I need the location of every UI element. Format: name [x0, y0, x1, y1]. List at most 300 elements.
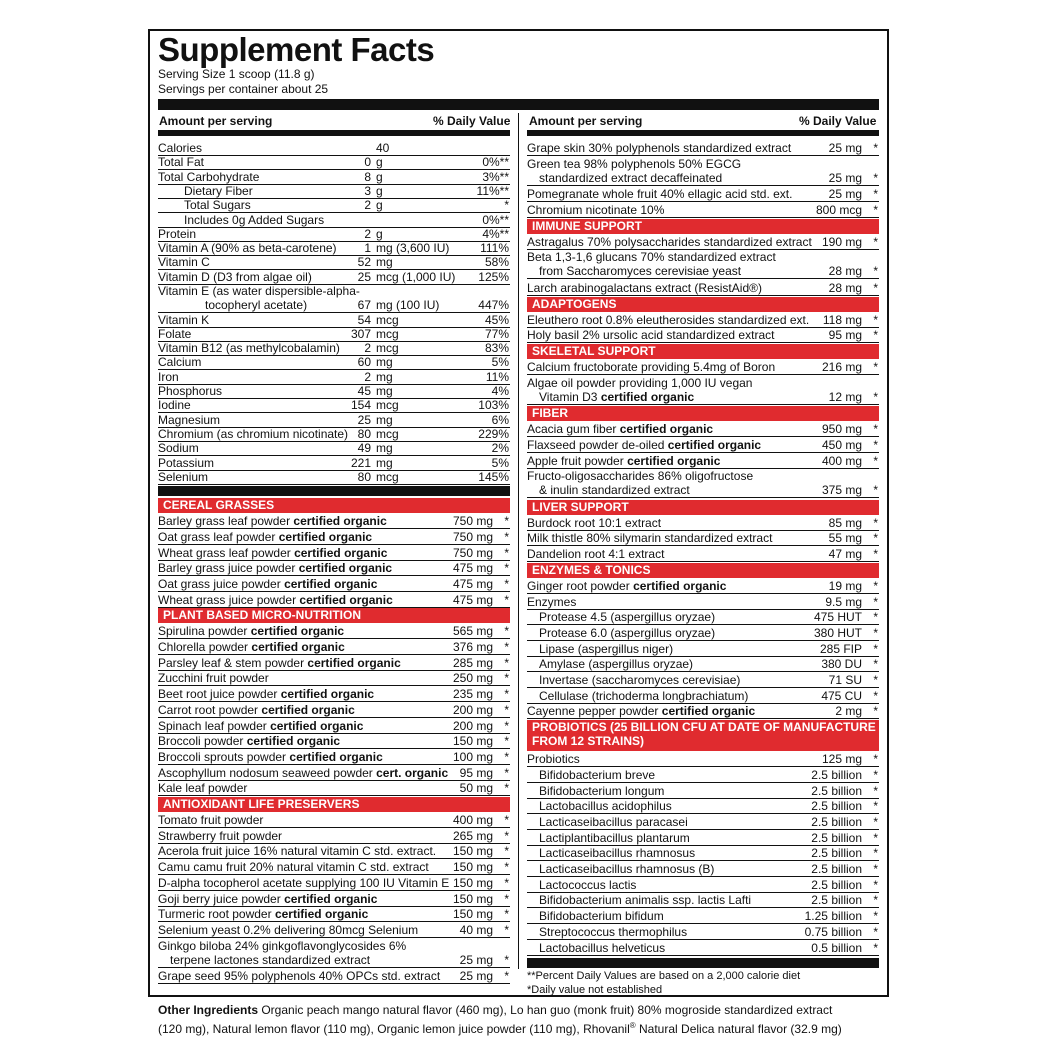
ingredient-name-text: Goji berry juice powder [158, 891, 285, 906]
ingredient-name-text: Strawberry fruit powder [158, 828, 283, 843]
nutrient-daily-value: 447% [478, 298, 509, 312]
ingredient-star: * [504, 922, 509, 937]
ingredient-row [527, 799, 879, 814]
ingredient-amount: 2.5 billion [811, 862, 862, 876]
ingredient-star: * [504, 655, 509, 670]
ingredient-name [158, 561, 392, 575]
registered-mark: ® [629, 1021, 636, 1030]
ingredient-star: * [504, 734, 509, 749]
ingredient-name [527, 281, 762, 295]
ingredient-star: * [873, 234, 878, 249]
ingredient-row [158, 781, 510, 796]
ingredient-star: * [873, 170, 878, 185]
ingredient-name-text: Wheat grass juice powder [158, 592, 300, 607]
ingredient-name-text: Eleuthero root 0.8% eleutherosides standardized ext. [527, 312, 810, 327]
ingredient-row [527, 328, 879, 343]
ingredient-name [527, 141, 791, 155]
nutrient-unit: mg [376, 384, 393, 398]
ingredient-row [158, 892, 510, 907]
left-amount-header: Amount per serving [159, 114, 273, 128]
nutrient-amount: 54 [357, 312, 371, 327]
ingredient-amount: 380 DU [821, 657, 862, 672]
nutrient-unit: mg [376, 355, 393, 370]
nutrient-unit: mcg [376, 326, 399, 341]
nutrient-name: Total Carbohydrate [158, 169, 260, 184]
ingredient-row [158, 766, 510, 781]
ingredient-star: * [504, 781, 509, 796]
section-title: IMMUNE SUPPORT [532, 218, 643, 233]
ingredient-name [539, 815, 688, 829]
ingredient-star: * [873, 862, 878, 876]
ingredient-name [158, 923, 418, 937]
certified-organic-label: certified organic [261, 702, 355, 717]
ingredient-name [527, 328, 774, 342]
ingredient-amount: 475 mg [452, 592, 493, 607]
certified-organic-label: certified organic [289, 749, 383, 764]
ingredient-name [527, 187, 792, 201]
ingredient-amount: 25 mg [459, 969, 493, 984]
ingredient-star: * [504, 749, 509, 764]
nutrient-amount: 2 [364, 369, 371, 384]
nutrient-name: Vitamin B12 (as methylcobalamin) [158, 341, 340, 356]
ingredient-name-text: Apple fruit powder [527, 453, 628, 468]
ingredient-row [527, 360, 879, 375]
ingredient-star: * [504, 952, 509, 967]
ingredient-amount: 0.75 billion [804, 924, 862, 939]
ingredient-name-text: Bifidobacterium bifidum [539, 909, 664, 924]
ingredient-name [158, 671, 269, 685]
nutrient-row [158, 470, 510, 485]
ingredient-star: * [873, 814, 878, 829]
ingredient-star: * [504, 671, 509, 686]
ingredient-star: * [504, 561, 509, 576]
nutrient-name: Magnesium [158, 412, 221, 427]
ingredient-star: * [873, 187, 878, 202]
nutrient-name: Potassium [158, 455, 215, 470]
nutrient-name: Protein [158, 226, 197, 241]
ingredient-name-text: Bifidobacterium animalis ssp. lactis Lafti [539, 893, 752, 908]
ingredient-name-cont-text: from Saccharomyces cerevisiae yeast [539, 264, 742, 279]
ingredient-name [527, 454, 720, 468]
nutrient-unit: g [376, 183, 383, 198]
ingredient-row [527, 657, 879, 672]
ingredient-name-text: Cayenne pepper powder [527, 704, 662, 719]
ingredient-amount: 200 mg [452, 718, 493, 733]
panel-title: Supplement Facts [158, 31, 435, 68]
nutrient-unit: mcg [376, 312, 399, 327]
ingredient-star: * [873, 483, 878, 498]
ingredient-name [158, 813, 263, 827]
nutrient-unit: mg [376, 412, 393, 427]
ingredient-row [158, 844, 510, 859]
ingredient-row [527, 752, 879, 767]
ingredient-name-text: Ginger root powder [527, 578, 634, 593]
nutrient-name: Vitamin D (D3 from algae oil) [158, 269, 312, 284]
ingredient-name-text: Green tea 98% polyphenols 50% EGCG [527, 156, 742, 171]
ingredient-name-text: Ascophyllum nodosum seaweed powder [158, 765, 377, 780]
nutrient-name: Vitamin K [158, 312, 210, 327]
ingredient-amount: 750 mg [452, 514, 493, 529]
nutrient-amount: 25 [357, 412, 371, 427]
ingredient-name [158, 577, 377, 591]
ingredient-name-text: Acerola fruit juice 16% natural vitamin C std. extract. [158, 844, 437, 859]
ingredient-row [527, 469, 879, 498]
ingredient-amount: 376 mg [452, 640, 493, 654]
ingredient-row [527, 579, 879, 594]
ingredient-name-text: Fructo-oligosaccharides 86% oligofructose [527, 469, 754, 484]
nutrient-daily-value: * [504, 198, 509, 213]
nutrient-amount: 0 [364, 155, 371, 170]
nutrient-daily-value: 125% [478, 269, 509, 284]
ingredient-name-text: Kale leaf powder [158, 781, 248, 796]
ingredient-row [527, 909, 879, 924]
ingredient-name-text: Oat grass leaf powder [158, 529, 279, 544]
ingredient-star: * [873, 846, 878, 861]
ingredient-name [158, 734, 340, 748]
ingredient-name-cont [170, 953, 370, 967]
ingredient-name-text: Beet root juice powder [158, 687, 281, 702]
right-daily-value-header: % Daily Value [799, 114, 877, 128]
ingredient-row [158, 671, 510, 686]
ingredient-row [527, 815, 879, 830]
ingredient-star: * [504, 718, 509, 733]
ingredient-name-text: Barley grass juice powder [158, 561, 299, 576]
nutrient-daily-value: 5% [491, 455, 509, 470]
ingredient-star: * [873, 704, 878, 719]
ingredient-amount: 9.5 mg [825, 594, 862, 609]
ingredient-row [527, 941, 879, 956]
certified-organic-label: certified organic [270, 718, 364, 733]
nutrients-end-rule [158, 486, 510, 496]
ingredient-amount: 25 mg [828, 170, 862, 185]
section-header [527, 563, 879, 578]
ingredient-star: * [873, 610, 878, 625]
ingredient-amount: 475 HUT [813, 610, 862, 625]
ingredient-name [527, 250, 776, 264]
nutrient-name: Iodine [158, 398, 191, 413]
ingredient-row [158, 860, 510, 875]
ingredient-row [527, 516, 879, 531]
ingredient-star: * [504, 545, 509, 560]
ingredient-row [527, 689, 879, 704]
ingredient-star: * [504, 875, 509, 890]
ingredient-star: * [504, 624, 509, 639]
ingredient-star: * [873, 799, 878, 814]
ingredient-amount: 2.5 billion [811, 830, 862, 845]
nutrient-name: Vitamin C [158, 255, 210, 270]
nutrient-unit: mg [376, 255, 393, 270]
ingredient-star: * [873, 531, 878, 546]
ingredient-name-cont-text: Vitamin D3 [539, 389, 601, 404]
ingredient-name-text: Parsley leaf & stem powder [158, 655, 308, 670]
nutrient-amount: 80 [357, 426, 371, 441]
ingredient-amount: 375 mg [821, 483, 862, 498]
ingredient-name-text: Barley grass leaf powder [158, 514, 294, 529]
ingredient-name [539, 784, 664, 798]
ingredient-amount: 285 FIP [819, 641, 862, 656]
section-title: FIBER [532, 406, 568, 421]
ingredient-name [539, 626, 715, 640]
ingredient-name [158, 844, 436, 858]
section-header [527, 219, 879, 234]
nutrient-amount: 2 [364, 341, 371, 356]
nutrient-row [158, 384, 510, 399]
ingredient-name-text: Protease 4.5 (aspergillus oryzae) [539, 610, 716, 625]
ingredient-name-cont-text: terpene lactones standardized extract [170, 952, 371, 967]
ingredient-name [527, 704, 755, 718]
nutrient-row [158, 141, 510, 156]
ingredient-name-text: Lactobacillus helveticus [539, 940, 666, 955]
ingredient-name [158, 546, 387, 560]
ingredient-star: * [873, 877, 878, 892]
ingredient-name [539, 689, 748, 703]
ingredient-name [539, 610, 715, 624]
ingredient-row [527, 531, 879, 546]
ingredient-row [527, 704, 879, 719]
ingredient-name-cont-text: & inulin standardized extract [539, 483, 690, 498]
ingredient-star: * [504, 828, 509, 843]
ingredient-amount: 150 mg [452, 907, 493, 922]
ingredient-star: * [504, 765, 509, 780]
ingredient-name-text: Algae oil powder providing 1,000 IU vegan [527, 375, 753, 390]
ingredient-name-text: Protease 6.0 (aspergillus oryzae) [539, 625, 716, 640]
ingredient-name-text: Camu camu fruit 20% natural vitamin C std. extract [158, 860, 429, 875]
ingredient-amount: 475 mg [452, 576, 493, 591]
nutrient-row [158, 184, 510, 199]
section-title: SKELETAL SUPPORT [532, 343, 656, 358]
ingredient-name [158, 860, 429, 874]
nutrient-name: Folate [158, 326, 192, 341]
ingredient-star: * [873, 673, 878, 687]
ingredient-row [158, 939, 510, 968]
ingredient-amount: 475 mg [452, 561, 493, 576]
section-header: CEREAL GRASSES [158, 498, 510, 513]
ingredient-star: * [873, 389, 878, 404]
ingredient-name-text: Burdock root 10:1 extract [527, 515, 662, 530]
certified-organic-label: certified organic [278, 529, 373, 544]
ingredient-star: * [873, 547, 878, 562]
ingredient-star: * [504, 702, 509, 717]
ingredient-row [527, 925, 879, 940]
ingredient-row [158, 561, 510, 576]
nutrient-unit: mg (3,600 IU) [376, 241, 450, 256]
nutrient-daily-value: 4%** [482, 226, 509, 241]
ingredient-row [527, 831, 879, 846]
ingredient-amount: 565 mg [452, 624, 493, 639]
ingredient-row [158, 687, 510, 702]
nutrient-daily-value: 11% [485, 369, 509, 384]
ingredient-row [158, 656, 510, 671]
ingredient-name-cont [539, 264, 741, 278]
nutrient-amount: 2 [364, 226, 371, 241]
ingredient-row [527, 846, 879, 861]
nutrient-amount: 40 [376, 141, 390, 155]
nutrient-name: Vitamin E (as water dispersible-alpha- [158, 284, 360, 298]
nutrient-unit: mcg [376, 426, 399, 441]
ingredient-amount: 200 mg [452, 702, 493, 717]
nutrient-daily-value: 3%** [482, 169, 509, 184]
ingredient-name [158, 687, 374, 701]
ingredient-amount: 1.25 billion [804, 909, 862, 924]
footnote-daily-values: **Percent Daily Values are based on a 2,000 calorie diet [527, 970, 801, 982]
nutrient-row [158, 341, 510, 356]
ingredient-amount: 95 mg [828, 328, 862, 343]
ingredient-name [539, 925, 687, 939]
ingredient-row [158, 923, 510, 938]
ingredient-name [539, 657, 693, 671]
ingredient-name-cont [539, 390, 694, 404]
nutrient-row [158, 284, 510, 313]
other-ingredients [158, 1003, 858, 1037]
section-title: LIVER SUPPORT [532, 499, 629, 514]
ingredient-name-text: Beta 1,3-1,6 glucans 70% standardized extract [527, 250, 776, 265]
ingredient-name-text: Lacticaseibacillus rhamnosus [539, 846, 696, 861]
ingredient-name-cont [539, 171, 722, 185]
nutrient-row [158, 413, 510, 428]
ingredient-star: * [873, 202, 878, 217]
ingredient-amount: 47 mg [828, 547, 862, 562]
ingredient-row [527, 422, 879, 437]
left-header-rule [158, 130, 510, 136]
nutrient-amount: 3 [364, 183, 371, 198]
nutrient-amount: 67 [357, 298, 371, 312]
nutrient-amount: 45 [357, 384, 371, 398]
ingredient-row [527, 454, 879, 469]
ingredient-row [527, 862, 879, 877]
nutrient-name: Vitamin A (90% as beta-carotene) [158, 241, 337, 256]
ingredient-name-text: Spinach leaf powder [158, 718, 271, 733]
ingredient-amount: 235 mg [452, 687, 493, 702]
nutrient-daily-value: 77% [484, 326, 509, 341]
certified-organic-label: certified organic [250, 624, 345, 639]
nutrient-unit: mcg (1,000 IU) [376, 269, 456, 284]
ingredient-row [158, 907, 510, 922]
ingredient-amount: 28 mg [828, 280, 862, 295]
ingredient-name-text: Ginkgo biloba 24% ginkgoflavonglycosides 6% [158, 938, 407, 953]
ingredient-amount: 750 mg [452, 529, 493, 544]
nutrient-daily-value: 103% [478, 398, 509, 413]
ingredient-name-text: Zucchini fruit powder [158, 671, 269, 686]
nutrient-row [158, 427, 510, 442]
right-amount-header: Amount per serving [529, 114, 643, 128]
ingredient-amount: 150 mg [452, 844, 493, 859]
ingredient-name [539, 642, 673, 656]
ingredient-name-text: Milk thistle 80% silymarin standardized extract [527, 531, 773, 546]
ingredient-star: * [504, 860, 509, 875]
nutrient-daily-value: 45% [484, 312, 509, 327]
nutrient-daily-value: 229% [478, 426, 509, 441]
ingredient-row [158, 969, 510, 984]
ingredient-name [539, 941, 665, 955]
ingredient-amount: 40 mg [459, 922, 493, 937]
ingredient-name [158, 656, 401, 670]
ingredient-name-text: Lacticaseibacillus rhamnosus (B) [539, 862, 715, 876]
nutrient-name: Total Fat [158, 155, 205, 170]
ingredient-name-text: Holy basil 2% ursolic acid standardized extract [527, 328, 775, 343]
ingredient-amount: 400 mg [821, 453, 862, 468]
ingredient-name-text: Grape seed 95% polyphenols 40% OPCs std. extract [158, 969, 441, 984]
ingredient-star: * [504, 514, 509, 529]
certified-organic-label: certified organic [293, 514, 387, 529]
other-ingredients-text: Organic peach mango natural flavor (460 mg), Lo han guo (monk fruit) 80% mogroside standardized extract (120 mg), Natural lemon flavor (110 mg), Organic lemon juice powder (110 mg), Rhovanil [158, 1003, 833, 1036]
ingredient-name-text: Astragalus 70% polysaccharides standardized extract [527, 234, 812, 249]
nutrient-daily-value: 111% [480, 241, 509, 256]
ingredient-name-text: Invertase (saccharomyces cerevisiae) [539, 673, 741, 687]
certified-organic-label: certified organic [284, 891, 378, 906]
ingredient-amount: 2.5 billion [811, 814, 862, 829]
ingredient-row [527, 313, 879, 328]
certified-organic-label: certified organic [307, 655, 401, 670]
certified-organic-label: certified organic [667, 437, 762, 452]
section-header [527, 720, 879, 751]
nutrient-daily-value: 11%** [476, 183, 509, 198]
certified-organic-label: certified organic [284, 576, 378, 591]
nutrient-unit: mg (100 IU) [376, 298, 440, 312]
nutrient-row [158, 170, 510, 185]
ingredient-name-text: Larch arabinogalactans extract (ResistAid®) [527, 280, 762, 295]
ingredient-name [539, 831, 690, 845]
nutrient-daily-value: 5% [491, 355, 509, 370]
certified-organic-label: cert. organic [376, 765, 449, 780]
ingredient-name [539, 862, 714, 876]
ingredient-name [539, 799, 672, 813]
right-header-rule [527, 130, 879, 136]
ingredient-name-text: Amylase (aspergillus oryzae) [539, 657, 694, 672]
ingredient-amount: 25 mg [828, 187, 862, 202]
ingredient-name [158, 829, 282, 843]
nutrient-daily-value: 4% [491, 384, 509, 398]
ingredient-star: * [873, 924, 878, 939]
section-header [527, 406, 879, 421]
ingredient-amount: 2 mg [835, 704, 862, 719]
ingredient-name [527, 376, 752, 390]
ingredient-name [158, 719, 363, 733]
ingredient-star: * [873, 578, 878, 593]
ingredient-amount: 190 mg [821, 234, 862, 249]
ingredient-amount: 125 mg [821, 752, 862, 767]
nutrient-row [158, 255, 510, 270]
nutrient-daily-value: 145% [478, 469, 509, 484]
ingredient-star: * [504, 907, 509, 922]
ingredient-star: * [873, 940, 878, 955]
ingredient-name [158, 593, 393, 607]
ingredient-star: * [504, 592, 509, 607]
nutrient-row [158, 155, 510, 170]
certified-organic-label: certified organic [633, 578, 727, 593]
ingredient-amount: 285 mg [452, 655, 493, 670]
footnote-not-established: *Daily value not established [527, 984, 663, 996]
ingredient-row [527, 784, 879, 799]
ingredient-name [158, 624, 344, 638]
ingredient-amount: 150 mg [452, 860, 493, 875]
column-divider [518, 113, 519, 969]
nutrient-row [158, 241, 510, 256]
ingredient-name [158, 876, 449, 890]
ingredient-name [527, 752, 580, 766]
ingredient-name [527, 203, 664, 217]
certified-organic-label: certified organic [627, 453, 721, 468]
nutrient-daily-value: 0%** [482, 155, 509, 170]
ingredient-star: * [873, 515, 878, 530]
other-ingredients-text-end: Natural Delica natural flavor (32.9 mg) [635, 1022, 842, 1036]
ingredient-amount: 28 mg [828, 264, 862, 279]
ingredient-name-text: Acacia gum fiber [527, 422, 620, 437]
ingredient-amount: 2.5 billion [811, 893, 862, 908]
ingredient-row [158, 876, 510, 891]
nutrient-amount: 154 [350, 398, 371, 413]
nutrient-name: Iron [158, 369, 179, 384]
ingredient-amount: 19 mg [828, 578, 862, 593]
